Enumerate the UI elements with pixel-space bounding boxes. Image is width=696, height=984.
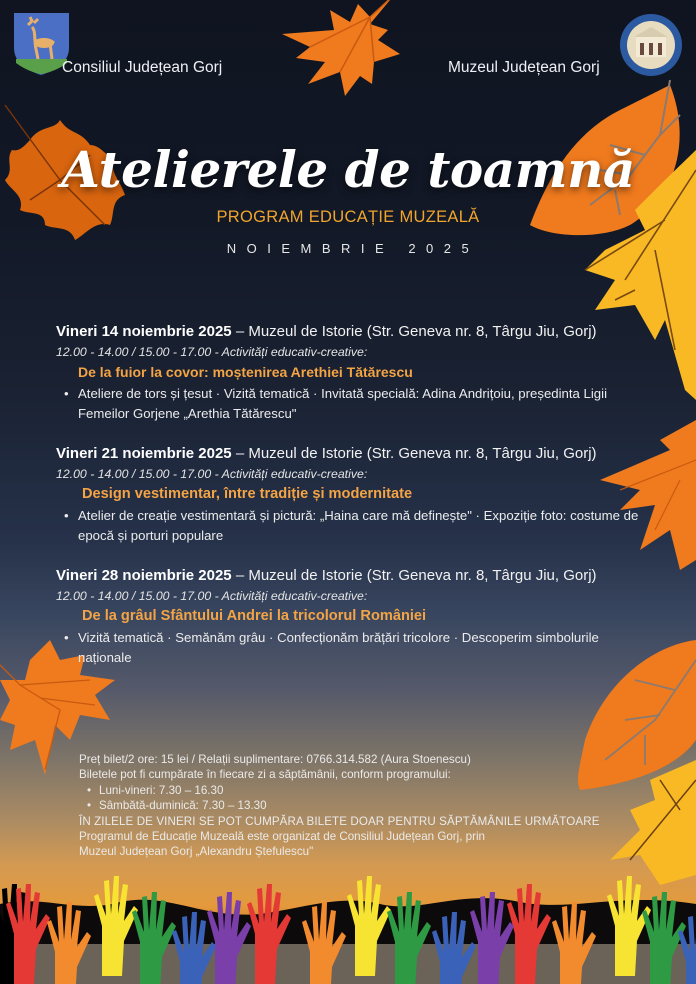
- event-location: – Muzeul de Istorie (Str. Geneva nr. 8, Târgu Jiu, Gorj): [231, 445, 597, 462]
- museum-name: Muzeul Județean Gorj: [448, 59, 600, 76]
- event-topic: De la grâul Sfântului Andrei la tricolorul României: [82, 608, 427, 624]
- event-details-list: [56, 628, 656, 667]
- organizer-line-2: Muzeul Județean Gorj „Alexandru Ștefulescu": [79, 845, 314, 859]
- event-heading: [56, 445, 656, 462]
- event-time: 12.00 - 14.00 / 15.00 - 17.00 - Activități educativ-creative:: [56, 345, 368, 359]
- month-label: NOIEMBRIE 2025: [226, 241, 480, 256]
- event-heading: [56, 567, 656, 584]
- poster-title: Atelierele de toamnă: [61, 140, 635, 199]
- opening-hours-list: [79, 783, 600, 814]
- yellow-leaf-right-bottom-icon: [610, 760, 696, 885]
- event-topic: Design vestimentar, între tradiție și modernitate: [82, 486, 413, 502]
- event-heading: [56, 323, 656, 340]
- event-details-list: [56, 384, 656, 423]
- event-details: • Vizită tematică · Semănăm grâu · Confecționăm brățări tricolore · Descoperim simbolurile naționale: [56, 628, 656, 667]
- event-item: [56, 323, 656, 423]
- ticket-info: [79, 752, 600, 860]
- event-topic: De la fuior la covor: moștenirea Arethiei Tătărescu: [78, 364, 413, 380]
- event-details: • Ateliere de tors și țesut · Vizită tematică · Invitată specială: Adina Andrițoiu, președinta Ligii Femeilor Gorjene „Arethia Tătărescu": [56, 384, 656, 423]
- event-details-list: [56, 506, 656, 545]
- event-date: Vineri 21 noiembrie 2025: [56, 445, 232, 462]
- gorj-coat-of-arms-icon: [14, 13, 69, 75]
- organizer-line-1: Programul de Educație Muzeală este organizat de Consiliul Județean Gorj, prin: [79, 830, 486, 844]
- purchase-info: Biletele pot fi cumpărate în fiecare zi a săptămânii, conform programului:: [79, 768, 451, 782]
- event-location: – Muzeul de Istorie (Str. Geneva nr. 8, Târgu Jiu, Gorj): [231, 323, 597, 340]
- friday-notice: ÎN ZILELE DE VINERI SE POT CUMPĂRA BILETE DOAR PENTRU SĂPTĂMÂNILE URMĂTOARE: [79, 814, 600, 828]
- hours-weekdays: • Luni-vineri: 7.30 – 16.30: [79, 783, 600, 798]
- hours-weekend: • Sâmbătă-duminică: 7.30 – 13.30: [79, 798, 600, 813]
- event-item: [56, 567, 656, 667]
- event-details: • Atelier de creație vestimentară și pictură: „Haina care mă definește" · Expoziție foto: costume de epocă și porturi populare: [56, 506, 656, 545]
- event-date: Vineri 14 noiembrie 2025: [56, 323, 232, 340]
- event-date: Vineri 28 noiembrie 2025: [56, 567, 232, 584]
- event-time: 12.00 - 14.00 / 15.00 - 17.00 - Activități educativ-creative:: [56, 589, 368, 603]
- event-item: [56, 445, 656, 545]
- program-subtitle: PROGRAM EDUCAȚIE MUZEALĂ: [216, 208, 480, 226]
- ticket-price: Preț bilet/2 ore: 15 lei / Relații suplimentare: 0766.314.582 (Aura Stoenescu): [79, 753, 471, 766]
- museum-seal-icon: [619, 13, 683, 77]
- event-location: – Muzeul de Istorie (Str. Geneva nr. 8, Târgu Jiu, Gorj): [231, 567, 597, 584]
- event-time: 12.00 - 14.00 / 15.00 - 17.00 - Activități educativ-creative:: [56, 467, 368, 481]
- maple-leaf-top-icon: [270, 0, 410, 97]
- raised-hands-illustration: [0, 874, 696, 984]
- county-council-name: Consiliul Județean Gorj: [62, 59, 223, 76]
